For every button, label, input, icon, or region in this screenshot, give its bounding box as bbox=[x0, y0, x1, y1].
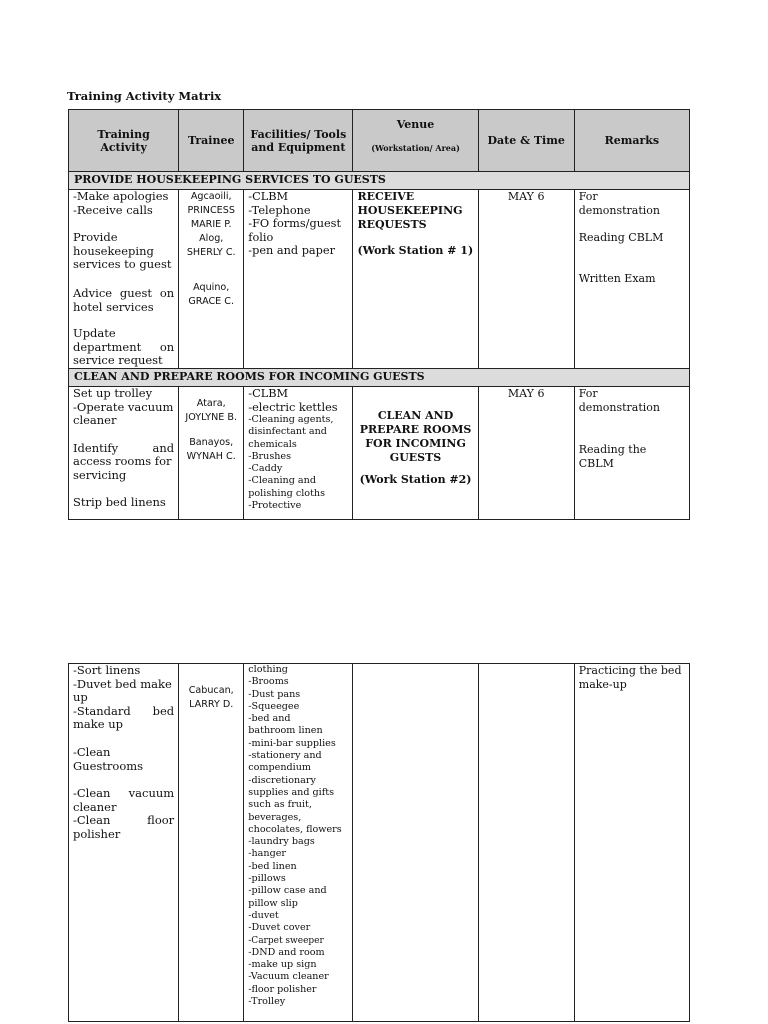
facility-line: -bed linen bbox=[248, 860, 297, 872]
trainee-line: GRACE C. bbox=[188, 296, 235, 307]
header-remarks bbox=[574, 110, 689, 172]
trainee-line: WYNAH C. bbox=[186, 451, 236, 462]
facility-line: -Trolley bbox=[248, 996, 286, 1008]
venue-line: GUESTS bbox=[389, 451, 442, 464]
trainee-line: SHERLY C. bbox=[186, 247, 236, 258]
table-bottom-divider bbox=[68, 1021, 690, 1022]
section-heading-clean-rooms: CLEAN AND PREPARE ROOMS FOR INCOMING GUESTS bbox=[69, 369, 690, 387]
facility-line: pillow slip bbox=[248, 897, 298, 909]
activity-line: services to guest bbox=[73, 257, 172, 272]
facility-line: -hanger bbox=[248, 848, 286, 860]
remarks-cell bbox=[574, 387, 689, 520]
activity-line: cleaner bbox=[73, 413, 117, 428]
facility-line: -Carpet sweeper bbox=[248, 935, 324, 946]
trainee-line: Banayos, bbox=[189, 437, 234, 448]
activity-line: -Standard bed bbox=[73, 703, 175, 718]
facilities-cell bbox=[244, 387, 353, 520]
facility-line: supplies and gifts bbox=[248, 786, 335, 798]
trainee-cell bbox=[179, 664, 244, 1022]
trainee-line: Cabucan, bbox=[188, 685, 234, 696]
activity-cell bbox=[69, 387, 179, 520]
trainee-line: MARIE P. bbox=[190, 219, 232, 230]
activity-line: department on bbox=[73, 339, 175, 354]
facility-line: -electric kettles bbox=[248, 400, 338, 414]
activity-cell bbox=[69, 190, 179, 369]
header-venue-label: Venue bbox=[396, 118, 435, 131]
facility-line: -pillows bbox=[248, 873, 286, 885]
trainee-line: Agcaoili, bbox=[190, 191, 232, 202]
facility-line: chocolates, flowers bbox=[248, 823, 342, 835]
activity-line: make up bbox=[73, 717, 123, 732]
facility-line: -bed and bbox=[248, 713, 291, 725]
training-matrix-continuation-table bbox=[68, 663, 690, 1022]
remarks-line: CBLM bbox=[578, 457, 614, 470]
facility-line: -Cleaning and bbox=[248, 475, 316, 487]
venue-line: (Work Station #2) bbox=[359, 473, 472, 486]
activity-line: Advice guest on bbox=[73, 285, 175, 300]
trainee-line: Alog, bbox=[199, 233, 224, 244]
facility-line: -pillow case and bbox=[248, 885, 327, 897]
activity-line: Identify and bbox=[73, 440, 175, 455]
date-cell bbox=[478, 664, 574, 1022]
facility-line: clothing bbox=[248, 664, 288, 675]
facilities-cell bbox=[244, 190, 353, 369]
venue-line: CLEAN AND bbox=[377, 409, 454, 422]
facility-line: beverages, bbox=[248, 811, 302, 823]
remarks-line: Practicing the bed bbox=[578, 664, 682, 677]
table-row bbox=[69, 664, 690, 1022]
header-venue-sub: (Workstation/ Area) bbox=[371, 143, 460, 153]
activity-line: Provide bbox=[73, 230, 118, 245]
remarks-cell bbox=[574, 664, 689, 1022]
page-title: Training Activity Matrix bbox=[67, 89, 222, 103]
header-date-time-label: Date & Time bbox=[487, 134, 565, 147]
venue-cell bbox=[353, 664, 478, 1022]
facility-line: -stationery and bbox=[248, 750, 322, 762]
activity-line: -Clean bbox=[73, 744, 111, 759]
facility-line: -floor polisher bbox=[248, 983, 317, 995]
facility-line: -pen and paper bbox=[248, 244, 335, 257]
venue-line: HOUSEKEEPING bbox=[357, 204, 463, 217]
facility-line: such as fruit, bbox=[248, 799, 312, 811]
trainee-line: JOYLYNE B. bbox=[185, 412, 237, 423]
remarks-line: Reading the bbox=[578, 443, 647, 456]
facility-line: -DND and room bbox=[248, 946, 325, 958]
table-row bbox=[69, 190, 690, 369]
venue-line: FOR INCOMING bbox=[365, 437, 466, 450]
facility-line: -Caddy bbox=[248, 463, 283, 475]
header-trainee-label: Trainee bbox=[187, 134, 235, 147]
venue-cell bbox=[353, 190, 478, 369]
facility-line: disinfectant and bbox=[248, 426, 327, 438]
activity-line: cleaner bbox=[73, 799, 117, 814]
trainee-cell bbox=[179, 190, 244, 369]
facility-line: -laundry bags bbox=[248, 836, 315, 848]
facility-line: -CLBM bbox=[248, 387, 289, 400]
date-value: MAY 6 bbox=[507, 387, 545, 400]
remarks-line: demonstration bbox=[578, 204, 660, 217]
activity-cell bbox=[69, 664, 179, 1022]
activity-line: -Sort linens bbox=[73, 663, 141, 677]
venue-cell bbox=[353, 387, 478, 520]
remarks-cell bbox=[574, 190, 689, 369]
facility-line: -Squeegee bbox=[248, 700, 300, 712]
trainee-line: Atara, bbox=[196, 398, 226, 409]
activity-line: servicing bbox=[73, 467, 127, 482]
activity-line: polisher bbox=[73, 826, 121, 841]
facility-line: -make up sign bbox=[248, 959, 317, 971]
remarks-line: For bbox=[578, 190, 598, 203]
activity-line: service request bbox=[73, 353, 163, 368]
remarks-line: demonstration bbox=[578, 401, 660, 414]
activity-line: -Make apologies bbox=[73, 189, 169, 203]
section-row-clean-rooms bbox=[69, 369, 690, 387]
header-row bbox=[69, 110, 690, 172]
facility-line: -Dust pans bbox=[248, 688, 301, 700]
activity-line: -Duvet bed make bbox=[73, 676, 172, 691]
header-training-activity bbox=[69, 110, 179, 172]
facility-line: folio bbox=[248, 230, 274, 244]
facilities-cell bbox=[244, 664, 353, 1022]
header-venue bbox=[353, 110, 478, 172]
remarks-line: For bbox=[578, 387, 598, 400]
venue-line: PREPARE ROOMS bbox=[359, 423, 472, 436]
facility-line: -FO forms/guest bbox=[248, 217, 342, 230]
venue-line: REQUESTS bbox=[357, 218, 427, 231]
facility-line: -Telephone bbox=[248, 203, 311, 217]
facility-line: -Vacuum cleaner bbox=[248, 971, 329, 983]
remarks-line: Written Exam bbox=[578, 272, 656, 285]
facility-line: polishing cloths bbox=[248, 487, 326, 499]
date-cell bbox=[478, 190, 574, 369]
facility-line: -Brooms bbox=[248, 676, 289, 688]
activity-line: access rooms for bbox=[73, 454, 172, 469]
facility-line: -Cleaning agents, bbox=[248, 414, 334, 425]
facility-line: bathroom linen bbox=[248, 725, 323, 737]
activity-line: -Clean vacuum bbox=[73, 786, 175, 801]
header-facilities-label: Facilities/ Tools and Equipment bbox=[250, 127, 347, 154]
activity-line: -Receive calls bbox=[73, 202, 153, 217]
section-heading-housekeeping: PROVIDE HOUSEKEEPING SERVICES TO GUESTS bbox=[69, 172, 690, 190]
activity-line: -Clean floor bbox=[73, 813, 175, 828]
activity-line: hotel services bbox=[73, 299, 154, 314]
venue-line: (Work Station # 1) bbox=[357, 244, 474, 257]
training-matrix-table bbox=[68, 109, 690, 520]
facility-line: -Protective bbox=[248, 500, 302, 512]
facility-line: -CLBM bbox=[248, 190, 289, 203]
facility-line: -Duvet cover bbox=[248, 922, 311, 934]
table-row bbox=[69, 387, 690, 520]
facility-line: compendium bbox=[248, 762, 311, 774]
date-cell bbox=[478, 387, 574, 520]
trainee-line: LARRY D. bbox=[189, 699, 234, 710]
trainee-cell bbox=[179, 387, 244, 520]
header-facilities bbox=[244, 110, 353, 172]
activity-line: up bbox=[73, 690, 88, 705]
facility-line: -duvet bbox=[248, 909, 279, 921]
activity-line: Set up trolley bbox=[73, 386, 153, 400]
facility-line: -discretionary bbox=[248, 774, 316, 786]
activity-line: Strip bed linens bbox=[73, 494, 166, 509]
trainee-line: Aquino, bbox=[193, 282, 230, 293]
facility-line: chemicals bbox=[248, 438, 297, 450]
section-row-housekeeping bbox=[69, 172, 690, 190]
date-value: MAY 6 bbox=[507, 190, 545, 203]
facility-line: -mini-bar supplies bbox=[248, 737, 336, 749]
venue-line: RECEIVE bbox=[357, 190, 415, 203]
remarks-line: Reading CBLM bbox=[578, 231, 664, 244]
activity-line: Update bbox=[73, 326, 116, 341]
activity-line: housekeeping bbox=[73, 243, 154, 258]
facility-line: -Brushes bbox=[248, 450, 292, 462]
activity-line: -Operate vacuum bbox=[73, 399, 174, 414]
header-remarks-label: Remarks bbox=[604, 134, 660, 147]
trainee-line: PRINCESS bbox=[187, 205, 235, 216]
remarks-line: make-up bbox=[578, 678, 627, 691]
header-trainee bbox=[179, 110, 244, 172]
activity-line: Guestrooms bbox=[73, 758, 144, 773]
header-date-time bbox=[478, 110, 574, 172]
header-training-activity-label: Training Activity bbox=[97, 127, 150, 154]
